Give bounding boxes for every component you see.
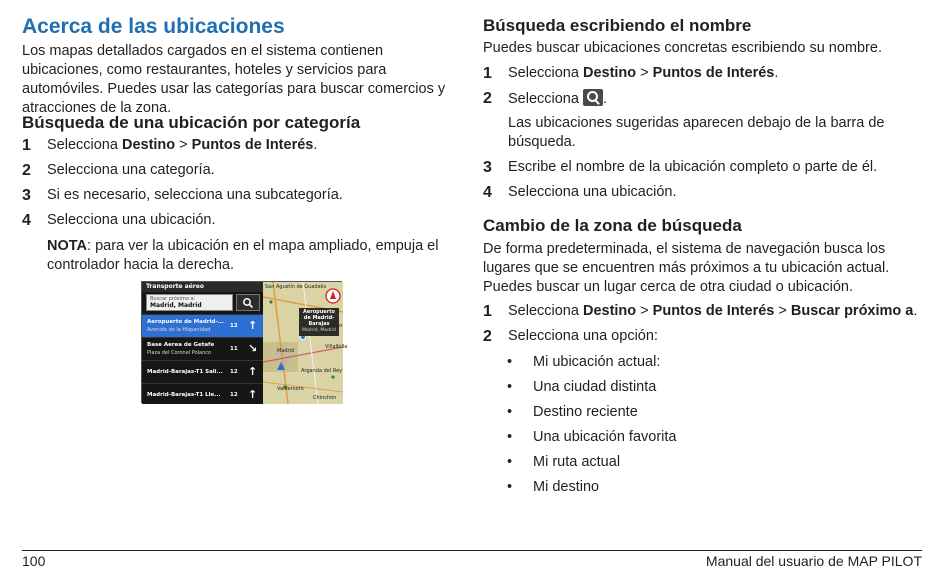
name-step-4: [483, 183, 923, 202]
map-label: Arganda del Rey: [301, 368, 343, 374]
separator: >: [175, 137, 192, 153]
bullet-icon: •: [507, 429, 513, 445]
result-subtitle: Plaza del Coronel Polanco: [147, 350, 212, 356]
section-heading-category: Búsqueda de una ubicación por categoría: [22, 113, 361, 132]
area-step-1: [483, 302, 923, 321]
results-list: [142, 282, 263, 404]
step-text: Si es necesario, selecciona una subcategoría.: [47, 187, 343, 203]
category-header: Transporte aéreo: [142, 282, 263, 292]
menu-destino: Destino: [121, 137, 176, 153]
direction-arrow-icon: ↑: [248, 365, 258, 378]
result-title: Base Aerea de Getafe: [147, 342, 215, 348]
step-end: .: [913, 303, 918, 319]
option-text: Mi ruta actual: [533, 454, 621, 470]
step-number: 1: [483, 303, 492, 320]
option-item: [483, 428, 923, 447]
map-label: Meco: [329, 323, 343, 329]
option-item: [483, 453, 923, 472]
step-text: Selecciona: [47, 137, 122, 153]
manual-title: Manual del usuario de MAP PILOT: [705, 553, 922, 569]
note-text: : para ver la ubicación en el mapa ampliado, empuja el controlador hacia la derecha.: [47, 238, 439, 273]
area-step-2: [483, 327, 923, 346]
search-value: Madrid, Madrid: [150, 302, 202, 309]
map-view[interactable]: [263, 282, 348, 404]
separator: >: [774, 303, 791, 319]
step-number: 3: [483, 159, 492, 176]
name-step-2-note: Las ubicaciones sugeridas aparecen debajo de la barra de búsqueda.: [508, 115, 885, 150]
name-step-3: [483, 158, 923, 177]
step-3: [22, 186, 454, 205]
option-text: Mi destino: [533, 479, 600, 495]
result-distance: 11: [230, 346, 238, 352]
intro-paragraph: Los mapas detallados cargados en el sistema contienen ubicaciones, como restaurantes, hoteles y servicios para automóviles. Puedes usar las categorías para buscar comercios y atracciones de la zona.: [22, 43, 446, 116]
bullet-icon: •: [507, 479, 513, 495]
menu-destino: Destino: [582, 303, 637, 319]
option-item: [483, 378, 923, 397]
menu-puntos-de-interes: Puntos de Interés: [652, 65, 775, 81]
step-number: 4: [483, 184, 492, 201]
result-title: Madrid-Barajas-T1 Sali...: [147, 369, 223, 375]
page-title: Acerca de las ubicaciones: [22, 15, 285, 38]
step-text: Selecciona una categoría.: [47, 162, 215, 178]
step-text: Selecciona una ubicación.: [47, 212, 216, 228]
map-label: Villalbilla: [325, 344, 348, 350]
search-hint: Buscar próximo a:: [150, 296, 196, 302]
bullet-icon: •: [507, 354, 513, 370]
step-text: Selecciona: [508, 303, 583, 319]
map-label: Valdemoro: [277, 386, 304, 392]
step-number: 2: [483, 90, 492, 107]
step-number: 1: [22, 137, 31, 154]
option-item: [483, 353, 923, 372]
separator: >: [636, 303, 653, 319]
result-row[interactable]: [142, 360, 263, 383]
result-row[interactable]: [142, 314, 263, 337]
step-number: 3: [22, 187, 31, 204]
step-text: Selecciona una opción:: [508, 328, 658, 344]
step-number: 2: [483, 328, 492, 345]
note-label: NOTA: [47, 238, 88, 254]
option-text: Una ciudad distinta: [533, 379, 657, 395]
map-label: Madrid: [277, 348, 295, 354]
map-label: Chinchón: [313, 395, 337, 401]
bullet-icon: •: [507, 454, 513, 470]
search-icon[interactable]: [236, 294, 260, 311]
menu-puntos-de-interes: Puntos de Interés: [652, 303, 775, 319]
footer-divider: [22, 550, 922, 551]
bullet-icon: •: [507, 404, 513, 420]
step-text: Selecciona: [508, 91, 583, 107]
result-subtitle: Avenida de la Hispanidad: [147, 327, 211, 333]
result-distance: 12: [230, 392, 238, 398]
result-distance: 12: [230, 369, 238, 375]
menu-puntos-de-interes: Puntos de Interés: [191, 137, 314, 153]
separator: >: [636, 65, 653, 81]
option-text: Una ubicación favorita: [533, 429, 677, 445]
step-text: Escribe el nombre de la ubicación completo o parte de él.: [508, 159, 878, 175]
menu-buscar-proximo: Buscar próximo a: [790, 303, 914, 319]
step-text: Selecciona: [508, 65, 583, 81]
device-screenshot: [141, 281, 348, 403]
option-item: [483, 403, 923, 422]
map-callout-subtitle: Madrid, Madrid: [302, 328, 336, 333]
section-heading-search-area: Cambio de la zona de búsqueda: [483, 216, 742, 235]
name-step-1: [483, 64, 923, 83]
map-label: San Agustín de Guadalix: [265, 284, 327, 290]
bullet-icon: •: [507, 379, 513, 395]
step-end: .: [313, 137, 318, 153]
map-callout-title: Aeropuerto de Madrid-Barajas: [303, 309, 335, 327]
option-text: Destino reciente: [533, 404, 638, 420]
search-icon: [583, 89, 603, 106]
step-text: Selecciona una ubicación.: [508, 184, 677, 200]
step-2: [22, 161, 454, 180]
note: [22, 237, 442, 275]
option-text: Mi ubicación actual:: [533, 354, 661, 370]
page-number: 100: [22, 553, 46, 569]
result-distance: 12: [230, 323, 238, 329]
step-number: 1: [483, 65, 492, 82]
search-near-field[interactable]: [146, 294, 233, 311]
result-title: Madrid-Barajas-T1 Lle...: [147, 392, 221, 398]
menu-destino: Destino: [582, 65, 637, 81]
direction-arrow-icon: ↑: [248, 319, 258, 332]
option-item: [483, 478, 923, 497]
name-step-2: [483, 89, 923, 109]
search-area-intro: De forma predeterminada, el sistema de navegación busca los lugares que se encuentren más próximos a tu ubicación actual. Puedes buscar un lugar cerca de otra ciudad o ubicación.: [483, 241, 890, 295]
result-row[interactable]: [142, 337, 263, 360]
step-number: 2: [22, 162, 31, 179]
step-number: 4: [22, 212, 31, 229]
result-title: Aeropuerto de Madrid-...: [147, 319, 224, 325]
section-heading-name-search: Búsqueda escribiendo el nombre: [483, 16, 752, 35]
direction-arrow-icon: ↑: [248, 388, 258, 401]
step-end: .: [774, 65, 779, 81]
name-search-intro: Puedes buscar ubicaciones concretas escribiendo su nombre.: [483, 40, 882, 56]
direction-arrow-icon: ↘: [248, 342, 258, 355]
step-1: [22, 136, 454, 155]
step-end: .: [602, 91, 607, 107]
step-4: [22, 211, 454, 230]
result-row[interactable]: [142, 383, 263, 406]
